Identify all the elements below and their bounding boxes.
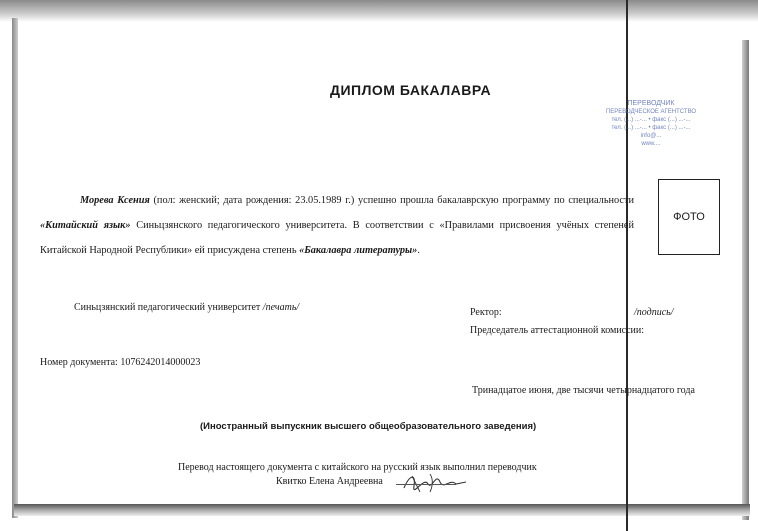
foreign-graduate-note: (Иностранный выпускник высшего общеобразовательного заведения) (200, 421, 537, 432)
scan-bottom-edge (14, 504, 750, 516)
university-line (74, 302, 299, 313)
translator-name: Квитко Елена Андреевна (276, 476, 383, 487)
stamp-line: ПЕРЕВОДЧЕСКОЕ АГЕНТСТВО (605, 109, 697, 115)
specialty: «Китайский язык» (40, 220, 131, 231)
translator-stamp (596, 100, 706, 148)
photo-label: ФОТО (673, 211, 705, 223)
scan-left-edge (12, 18, 18, 518)
document-title: ДИПЛОМ БАКАЛАВРА (330, 82, 492, 98)
translation-note: Перевод настоящего документа с китайского на русский язык выполнил переводчик (178, 462, 537, 473)
translator-signature (400, 468, 470, 496)
seal-note: /печать/ (262, 302, 300, 313)
signature-note: /подпись/ (634, 307, 674, 318)
stamp-line: тел. (...) ...-... • факс (...) ...-... (611, 125, 691, 131)
university-name: Синьцзянский педагогический университет (74, 302, 261, 313)
document-number-label: Номер документа: (40, 357, 118, 368)
rector-label: Ректор: (470, 307, 502, 318)
stamp-line: тел. (...) ...-... • факс (...) ...-... (611, 117, 691, 123)
scan-right-edge (742, 40, 749, 520)
stamp-line: info@... (640, 133, 662, 139)
photo-box (658, 179, 720, 255)
document-number (40, 357, 200, 368)
stamp-line: www.... (641, 141, 661, 147)
issue-date: Тринадцатое июня, две тысячи четырнадцатого года (472, 385, 695, 396)
document-number-value: 1076242014000023 (120, 357, 201, 368)
graduate-name: Морева Ксения (80, 195, 150, 206)
page-fold-line (626, 0, 628, 531)
scan-top-edge (0, 0, 758, 22)
body-end: . (417, 245, 420, 256)
body-part1: (пол: женский; дата рождения: 23.05.1989 г.) успешно прошла бакалаврскую программу по специальности (153, 195, 635, 206)
degree: «Бакалавра литературы» (299, 245, 418, 256)
stamp-line: ПЕРЕВОДЧИК (627, 100, 675, 107)
diploma-body (40, 188, 634, 263)
signature-underline (396, 484, 456, 485)
body-part2: Синьцзянского педагогического университета. В соответствии с «Правилами присвоения учёных степеней Китайской Народной Республики» ей присуждена степень (40, 220, 634, 256)
chairman-label: Председатель аттестационной комиссии: (470, 325, 645, 336)
